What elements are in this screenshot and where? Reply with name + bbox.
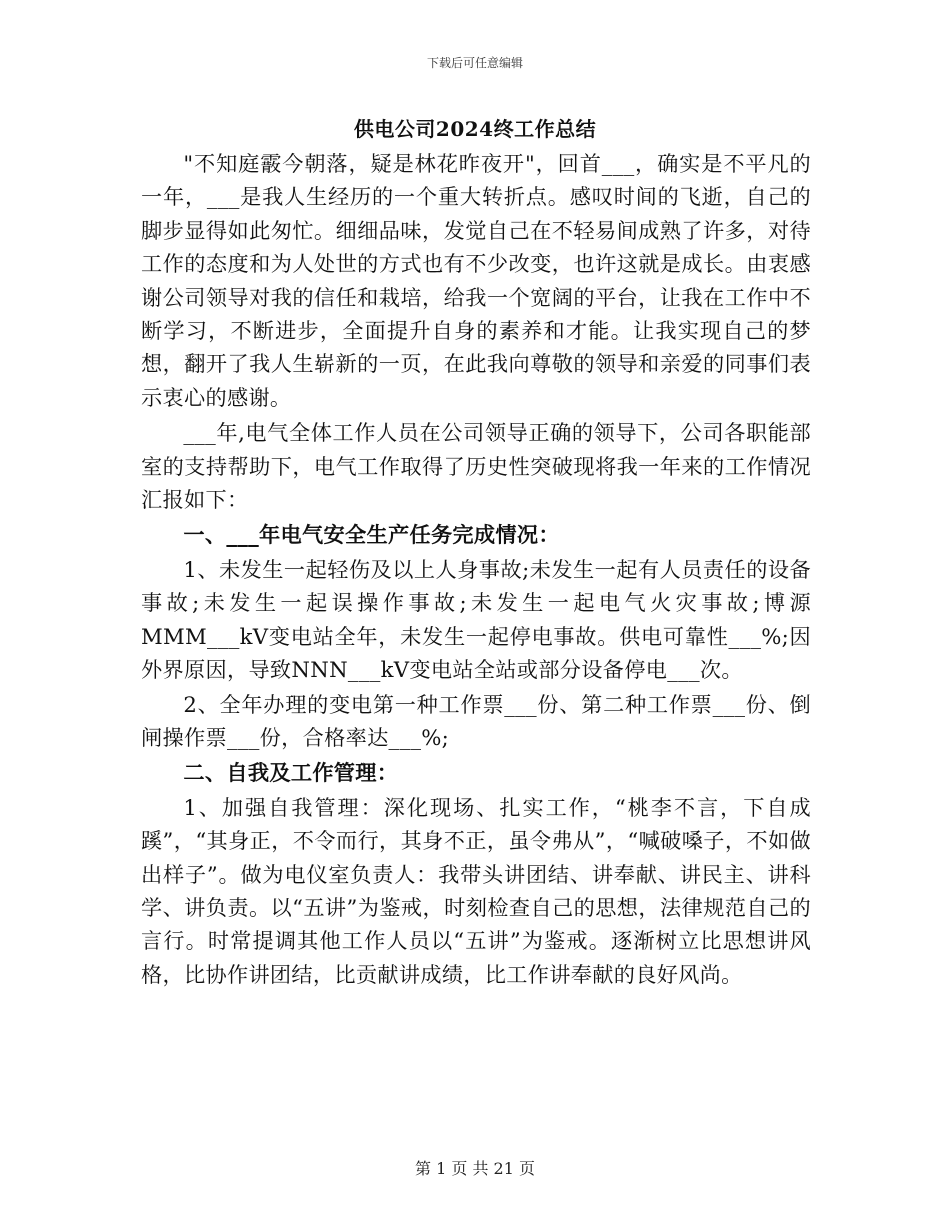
management-item-1: 1、加强自我管理：深化现场、扎实工作，“桃李不言，下自成蹊”，“其身正，不令而行，其身不正，虽令弗从”，“喊破嗓子，不如做出样子”。做为电仪室负责人：我带头讲团结、讲奉献、讲民主、讲科学、讲负责。以“五讲”为鉴戒，时刻检查自己的思想，法律规范自己的言行。时常提调其他工作人员以“五讲”为鉴戒。逐渐树立比思想讲风格，比协作讲团结，比贡献讲成绩，比工作讲奉献的良好风尚。 <box>141 794 811 987</box>
summary-paragraph: ___年,电气全体工作人员在公司领导正确的领导下，公司各职能部室的支持帮助下，电气工作取得了历史性突破现将我一年来的工作情况汇报如下： <box>141 420 811 513</box>
page-title: 供电公司2024终工作总结 <box>353 117 597 141</box>
safety-item-1: 1、未发生一起轻伤及以上人身事故;未发生一起有人员责任的设备事故;未发生一起误操作事故;未发生一起电气火灾事故;博源MMM___kV变电站全年，未发生一起停电事故。供电可靠性___%;因外界原因，导致NNN___kV变电站全站或部分设备停电___次。 <box>141 556 811 683</box>
intro-paragraph: "不知庭霰今朝落，疑是林花昨夜开"，回首___，确实是不平凡的一年，___是我人生经历的一个重大转折点。感叹时间的飞逝，自己的脚步显得如此匆忙。细细品味，发觉自己在不轻易间成熟了许多，对待工作的态度和为人处世的方式也有不少改变，也许这就是成长。由衷感谢公司领导对我的信任和栽培，给我一个宽阔的平台，让我在工作中不断学习，不断进步，全面提升自身的素养和才能。让我实现自己的梦想，翻开了我人生崭新的一页，在此我向尊敬的领导和亲爱的同事们表示衷心的感谢。 <box>141 151 811 410</box>
header-note: 下载后可任意编辑 <box>426 56 523 70</box>
section-heading-management: 二、自我及工作管理： <box>183 760 399 786</box>
document-body <box>141 147 811 991</box>
safety-item-2: 2、全年办理的变电第一种工作票___份、第二种工作票___份、倒闸操作票___份，合格率达___%; <box>141 691 811 750</box>
section-heading-safety: 一、___年电气安全生产任务完成情况： <box>183 522 560 548</box>
page-number-footer: 第 1 页 共 21 页 <box>415 1159 535 1178</box>
